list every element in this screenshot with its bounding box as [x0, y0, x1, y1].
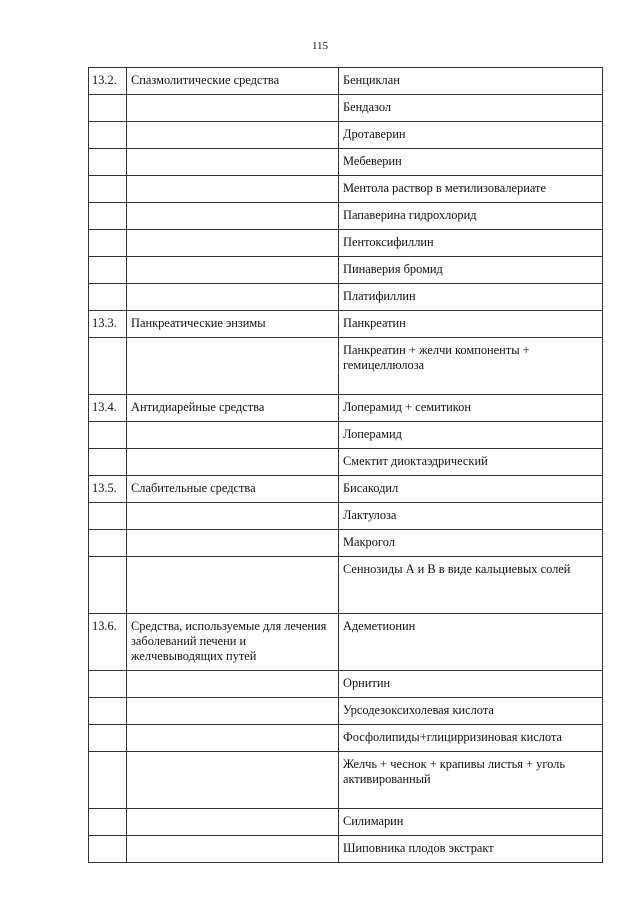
- drug-name: Пинаверия бромид: [339, 257, 603, 284]
- group-code: [89, 557, 127, 614]
- table-row: [89, 557, 603, 614]
- group-name: [127, 176, 339, 203]
- group-name: [127, 257, 339, 284]
- group-code: 13.4.: [89, 395, 127, 422]
- drug-name: Платифиллин: [339, 284, 603, 311]
- table-row: [89, 95, 603, 122]
- group-code: [89, 752, 127, 809]
- table-row: [89, 422, 603, 449]
- table-row: [89, 284, 603, 311]
- table-row: [89, 122, 603, 149]
- drug-table: [88, 67, 603, 863]
- drug-name: Пентоксифиллин: [339, 230, 603, 257]
- table-row: [89, 476, 603, 503]
- group-code: [89, 122, 127, 149]
- drug-name: Сеннозиды А и В в виде кальциевых солей: [339, 557, 603, 614]
- drug-name: Адеметионин: [339, 614, 603, 671]
- table-row: [89, 395, 603, 422]
- group-code: [89, 698, 127, 725]
- group-code: [89, 230, 127, 257]
- group-code: [89, 257, 127, 284]
- group-code: [89, 503, 127, 530]
- group-name: [127, 449, 339, 476]
- group-name: Средства, используемые для лечения заболеваний печени и желчевыводящих путей: [127, 614, 339, 671]
- drug-name: Лоперамид: [339, 422, 603, 449]
- table-row: [89, 311, 603, 338]
- drug-name: Лоперамид + семитикон: [339, 395, 603, 422]
- group-name: Спазмолитические средства: [127, 68, 339, 95]
- group-code: 13.6.: [89, 614, 127, 671]
- table-row: [89, 176, 603, 203]
- group-code: [89, 422, 127, 449]
- group-code: [89, 203, 127, 230]
- group-name: Антидиарейные средства: [127, 395, 339, 422]
- group-code: 13.2.: [89, 68, 127, 95]
- drug-name: Макрогол: [339, 530, 603, 557]
- group-name: [127, 752, 339, 809]
- group-code: [89, 338, 127, 395]
- table-row: [89, 530, 603, 557]
- table-row: [89, 68, 603, 95]
- table-row: [89, 671, 603, 698]
- table-row: [89, 257, 603, 284]
- table-row: [89, 725, 603, 752]
- table-row: [89, 809, 603, 836]
- group-name: [127, 836, 339, 863]
- group-name: [127, 557, 339, 614]
- group-code: [89, 530, 127, 557]
- drug-name: Лактулоза: [339, 503, 603, 530]
- drug-name: Урсодезоксихолевая кислота: [339, 698, 603, 725]
- group-name: [127, 725, 339, 752]
- drug-name: Смектит диоктаэдрический: [339, 449, 603, 476]
- table-row: [89, 836, 603, 863]
- drug-name: Мебеверин: [339, 149, 603, 176]
- group-name: [127, 530, 339, 557]
- group-code: [89, 95, 127, 122]
- group-name: [127, 95, 339, 122]
- drug-name: Дротаверин: [339, 122, 603, 149]
- table-row: [89, 338, 603, 395]
- group-code: [89, 809, 127, 836]
- group-name: [127, 422, 339, 449]
- table-row: [89, 698, 603, 725]
- drug-name: Панкреатин: [339, 311, 603, 338]
- page-number: 115: [311, 40, 329, 52]
- group-code: [89, 176, 127, 203]
- group-name: [127, 122, 339, 149]
- table-row: [89, 230, 603, 257]
- group-name: [127, 149, 339, 176]
- drug-name: Силимарин: [339, 809, 603, 836]
- drug-name: Бенциклан: [339, 68, 603, 95]
- group-code: [89, 149, 127, 176]
- group-code: [89, 449, 127, 476]
- drug-name: Орнитин: [339, 671, 603, 698]
- group-code: 13.3.: [89, 311, 127, 338]
- group-name: [127, 671, 339, 698]
- drug-name: Папаверина гидрохлорид: [339, 203, 603, 230]
- drug-name: Фосфолипиды+глицирризиновая кислота: [339, 725, 603, 752]
- group-name: [127, 230, 339, 257]
- table-row: [89, 203, 603, 230]
- group-code: [89, 836, 127, 863]
- group-code: [89, 284, 127, 311]
- group-name: [127, 503, 339, 530]
- drug-name: Панкреатин + желчи компоненты + гемицеллюлоза: [339, 338, 603, 395]
- table-row: [89, 503, 603, 530]
- table-row: [89, 149, 603, 176]
- table-row: [89, 752, 603, 809]
- drug-name: Ментола раствор в метилизовалериате: [339, 176, 603, 203]
- table-row: [89, 449, 603, 476]
- group-name: [127, 203, 339, 230]
- group-name: [127, 338, 339, 395]
- group-name: [127, 284, 339, 311]
- group-name: Слабительные средства: [127, 476, 339, 503]
- group-name: [127, 809, 339, 836]
- group-code: 13.5.: [89, 476, 127, 503]
- drug-name: Бендазол: [339, 95, 603, 122]
- drug-name: Бисакодил: [339, 476, 603, 503]
- group-name: [127, 698, 339, 725]
- table-row: [89, 614, 603, 671]
- group-code: [89, 671, 127, 698]
- group-code: [89, 725, 127, 752]
- drug-name: Желчь + чеснок + крапивы листья + уголь активированный: [339, 752, 603, 809]
- group-name: Панкреатические энзимы: [127, 311, 339, 338]
- drug-name: Шиповника плодов экстракт: [339, 836, 603, 863]
